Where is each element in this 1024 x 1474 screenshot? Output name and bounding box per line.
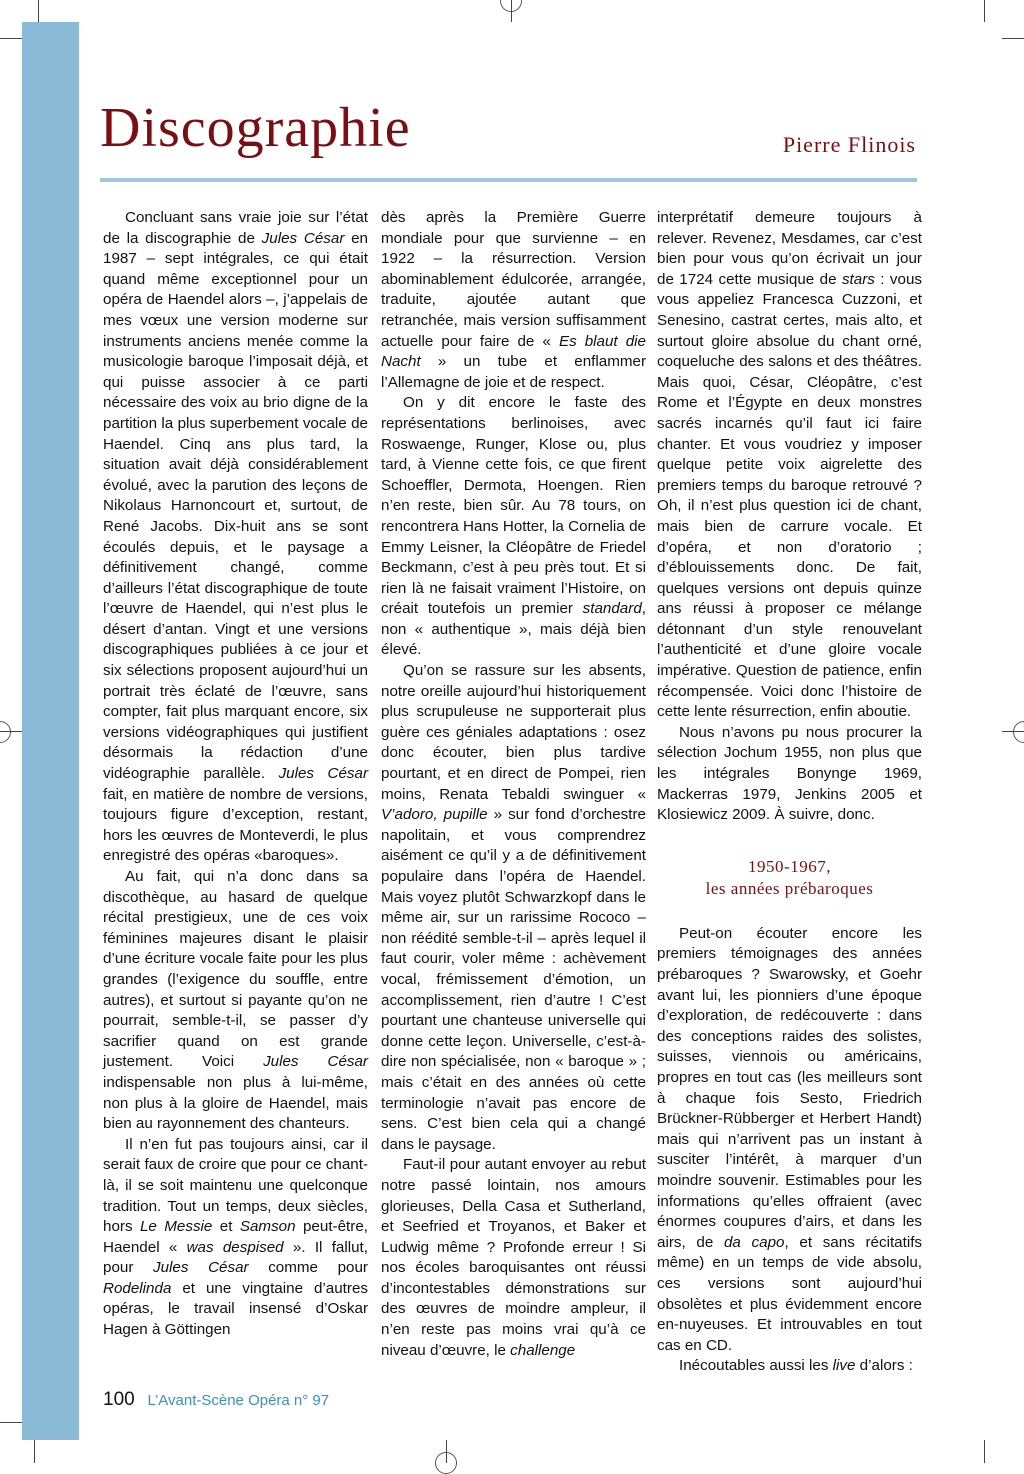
- paragraph: Au fait, qui n’a donc dans sa discothèque, au hasard de quelque récital prestigieux, une de ces voix féminines majeures disant le plaisir d’une écriture vocale faite pour les plus grandes (l’exigence du souffle, entre autres), et surtout si payante qu’on ne pourrait, semble-t-il, se passer d’y sacrifier quand on est grande justement. Voici Jules César indispensable non plus à lui-même, non plus à la gloire de Haendel, mais bien au rayonnement des chanteurs.: [103, 868, 368, 1133]
- paragraph: Inécoutables aussi les live d’alors :: [679, 1357, 913, 1375]
- paragraph: dès après la Première Guerre mondiale pour que survienne – en 1922 – la résurrection. Version abominablement édulcorée, arrangée, traduite, ajoutée autant que retranchée, mais version suffisamment actuelle pour faire de « Es blaut die Nacht » un tube et enflammer l’Allemagne de joie et de respect.: [381, 209, 646, 391]
- crop-mark: [0, 1422, 22, 1423]
- crop-mark: [984, 1440, 985, 1463]
- section-subheading: [657, 856, 922, 900]
- paragraph: Peut-on écouter encore les premiers témoignages des années prébaroques ? Swarowsky, et Goehr avant lui, les pionniers d’une époque d’exploration, de redécouverte : dans des conceptions raides des solistes, suisses, viennois ou américains, propres en tout cas (les meilleurs sont à chaque fois Sesto, Friedrich Brückner-Rübberger et Herbert Handt) mais qui n’arrivent pas un instant à susciter l’intérêt, à marquer d’un moindre souvenir. Estimables pour les informations qu’elles offraient (avec énormes coupures d’airs, et dans les airs, de da capo, et sans récitatifs même) en un temps de vide absolu, ces versions sont aujourd’hui obsolètes et plus évidemment encore en-nuyeuses. Et introuvables en tout cas en CD.: [657, 924, 923, 1354]
- crop-mark: [38, 0, 39, 22]
- subheading-title: les années prébaroques: [705, 878, 874, 898]
- paragraph: Il n’en fut pas toujours ainsi, car il serait faux de croire que pour ce chant-là, il se soit maintenu une quelconque tradition. Tout un temps, deux siècles, hors Le Messie et Samson peut-être, Haendel « was despised ». Il fallut, pour Jules César comme pour Rodelinda et une vingtaine d’autres opéras, le travail insensé d’Oskar Hagen à Göttingen: [103, 1135, 368, 1339]
- registration-mark-icon: [0, 721, 11, 743]
- subheading-years: 1950-1967,: [748, 856, 831, 876]
- page-number: 100: [103, 1389, 135, 1410]
- paragraph: Qu’on se rassure sur les absents, notre oreille aujourd’hui historiquement plus scrupuleuse ne supporterait plus guère ces géniales adaptations : osez donc écouter, bien plus tardive pourtant, et en direct de Pompei, rien moins, Renata Tebaldi swinguer « V’adoro, pupille » sur fond d’orchestre napolitain, et vous comprendrez aisément ce qu’il y a de définitivement populaire dans l’opéra de Haendel. Mais voyez plutôt Schwarzkopf dans le même air, sur un rarissime Rococo – non réédité semble-t-il – après lequel il faut courir, voler même : achèvement vocal, frémissement d’émotion, un accomplissement, rien d’autre ! C’est pourtant une chanteuse universelle qui donne cette leçon. Universelle, c’est-à-dire non spécialisée, non « baroque » ; mais c’était en des années où cette terminologie n’avait pas encore de sens. C’est bien cela qui a changé dans le paysage.: [381, 662, 646, 1153]
- page-footer: [103, 1389, 329, 1411]
- text-column-2: [381, 208, 646, 1361]
- text-column-3: [657, 208, 922, 1377]
- crop-mark: [984, 0, 985, 22]
- paragraph: interprétatif demeure toujours à relever. Revenez, Mesdames, car c’est bien pour vous qu’on écrivait un jour de 1724 cette musique de stars : vous vous appeliez Francesca Cuzzoni, et Senesino, castrat certes, mais alto, et surtout gloire absolue du chant orné, coqueluche des salons et des théâtres. Mais quoi, César, Cléopâtre, c’est Rome et l’Égypte en deux monstres sacrés incarnés qu’il faut ici faire chanter. Et vous voudriez y imposer quelque petite voix aigrelette des premiers temps du baroque retrouvé ? Oh, il n’est plus question ici de chant, mais bien de carrure vocale. Et d’opéra, et non d’oratorio ; d’éblouissements donc. De fait, quelques versions ont depuis quinze ans réussi à proposer ce mélange détonnant d’un style renouvelant l’authenticité et d’une gloire vocale impérative. Question de patience, enfin récompensée. Voici donc l’histoire de cette lente résurrection, enfin aboutie.: [657, 209, 922, 721]
- paragraph: Concluant sans vraie joie sur l’état de la discographie de Jules César en 1987 – sept intégrales, ce qui était quand même exceptionnel pour un opéra de Haendel alors –, j’appelais de mes vœux une version moderne sur instruments anciens menée comme la musicologie baroque l’imposait déjà, et qui puisse associer à ce parti nécessaire des voix au brio digne de la partition la plus superbement vocale de Haendel. Cinq ans plus tard, la situation avait déjà considérablement évolué, avec la parution des leçons de Nikolaus Harnoncourt et, surtout, de René Jacobs. Dix-huit ans se sont écoulés depuis, et le paysage a définitivement changé, comme d’ailleurs l’état discographique de toute l’œuvre de Haendel, qui n’est plus le désert d’antan. Vingt et une versions discographiques publiées à ce jour et six sélections proposent aujourd’hui un portrait très éclaté de l’œuvre, sans compter, fait plus marquant encore, six versions vidéographiques qui justifient désormais la rédaction d’une vidéographie parallèle. Jules César fait, en matière de nombre de versions, toujours figure d’exception, restant, hors les œuvres de Monteverdi, le plus enregistré des opéras «baroques».: [103, 209, 369, 865]
- margin-color-bar: [22, 22, 79, 1440]
- paragraph: On y dit encore le faste des représentations berlinoises, avec Roswaenge, Runger, Klose ou, plus tard, à Vienne cette fois, ce que firent Schoeffler, Dermota, Hoengen. Rien n’en reste, bien sûr. Au 78 tours, on rencontrera Hans Hotter, la Cornelia de Emmy Leisner, la Cléopâtre de Friedel Beckmann, c’est à peu près tout. Et si rien là ne faisait vraiment l’Histoire, on créait toutefois un premier standard, non « authentique », mais déjà bien élevé.: [381, 394, 646, 659]
- registration-mark-icon: [1013, 721, 1024, 743]
- registration-mark-line: [446, 1440, 447, 1463]
- crop-mark: [1002, 38, 1024, 39]
- crop-mark: [0, 38, 22, 39]
- registration-mark-line: [0, 731, 22, 732]
- author-name: Pierre Flinois: [782, 132, 916, 157]
- page-title: Discographie: [100, 97, 411, 159]
- crop-mark: [34, 1440, 35, 1463]
- header-rule: [100, 178, 917, 182]
- text-column-1: [103, 208, 368, 1341]
- paragraph: Faut-il pour autant envoyer au rebut notre passé lointain, nos amours glorieuses, Della Casa et Sutherland, et Seefried et Troyanos, et Baker et Ludwig même ? Profonde erreur ! Si nos écoles baroquisantes ont réussi d’incontestables démonstrations sur des œuvres de moindre ampleur, il n’en reste pas moins vrai qu’à ce niveau d’œuvre, le challenge: [381, 1156, 646, 1359]
- publication-name: L’Avant-Scène Opéra n° 97: [147, 1392, 330, 1409]
- registration-mark-line: [1002, 731, 1024, 732]
- registration-mark-line: [511, 0, 512, 22]
- paragraph: Nous n’avons pu nous procurer la sélection Jochum 1955, non plus que les intégrales Bonynge 1969, Mackerras 1979, Jenkins 2005 et Klosiewicz 2009. À suivre, donc.: [657, 723, 922, 824]
